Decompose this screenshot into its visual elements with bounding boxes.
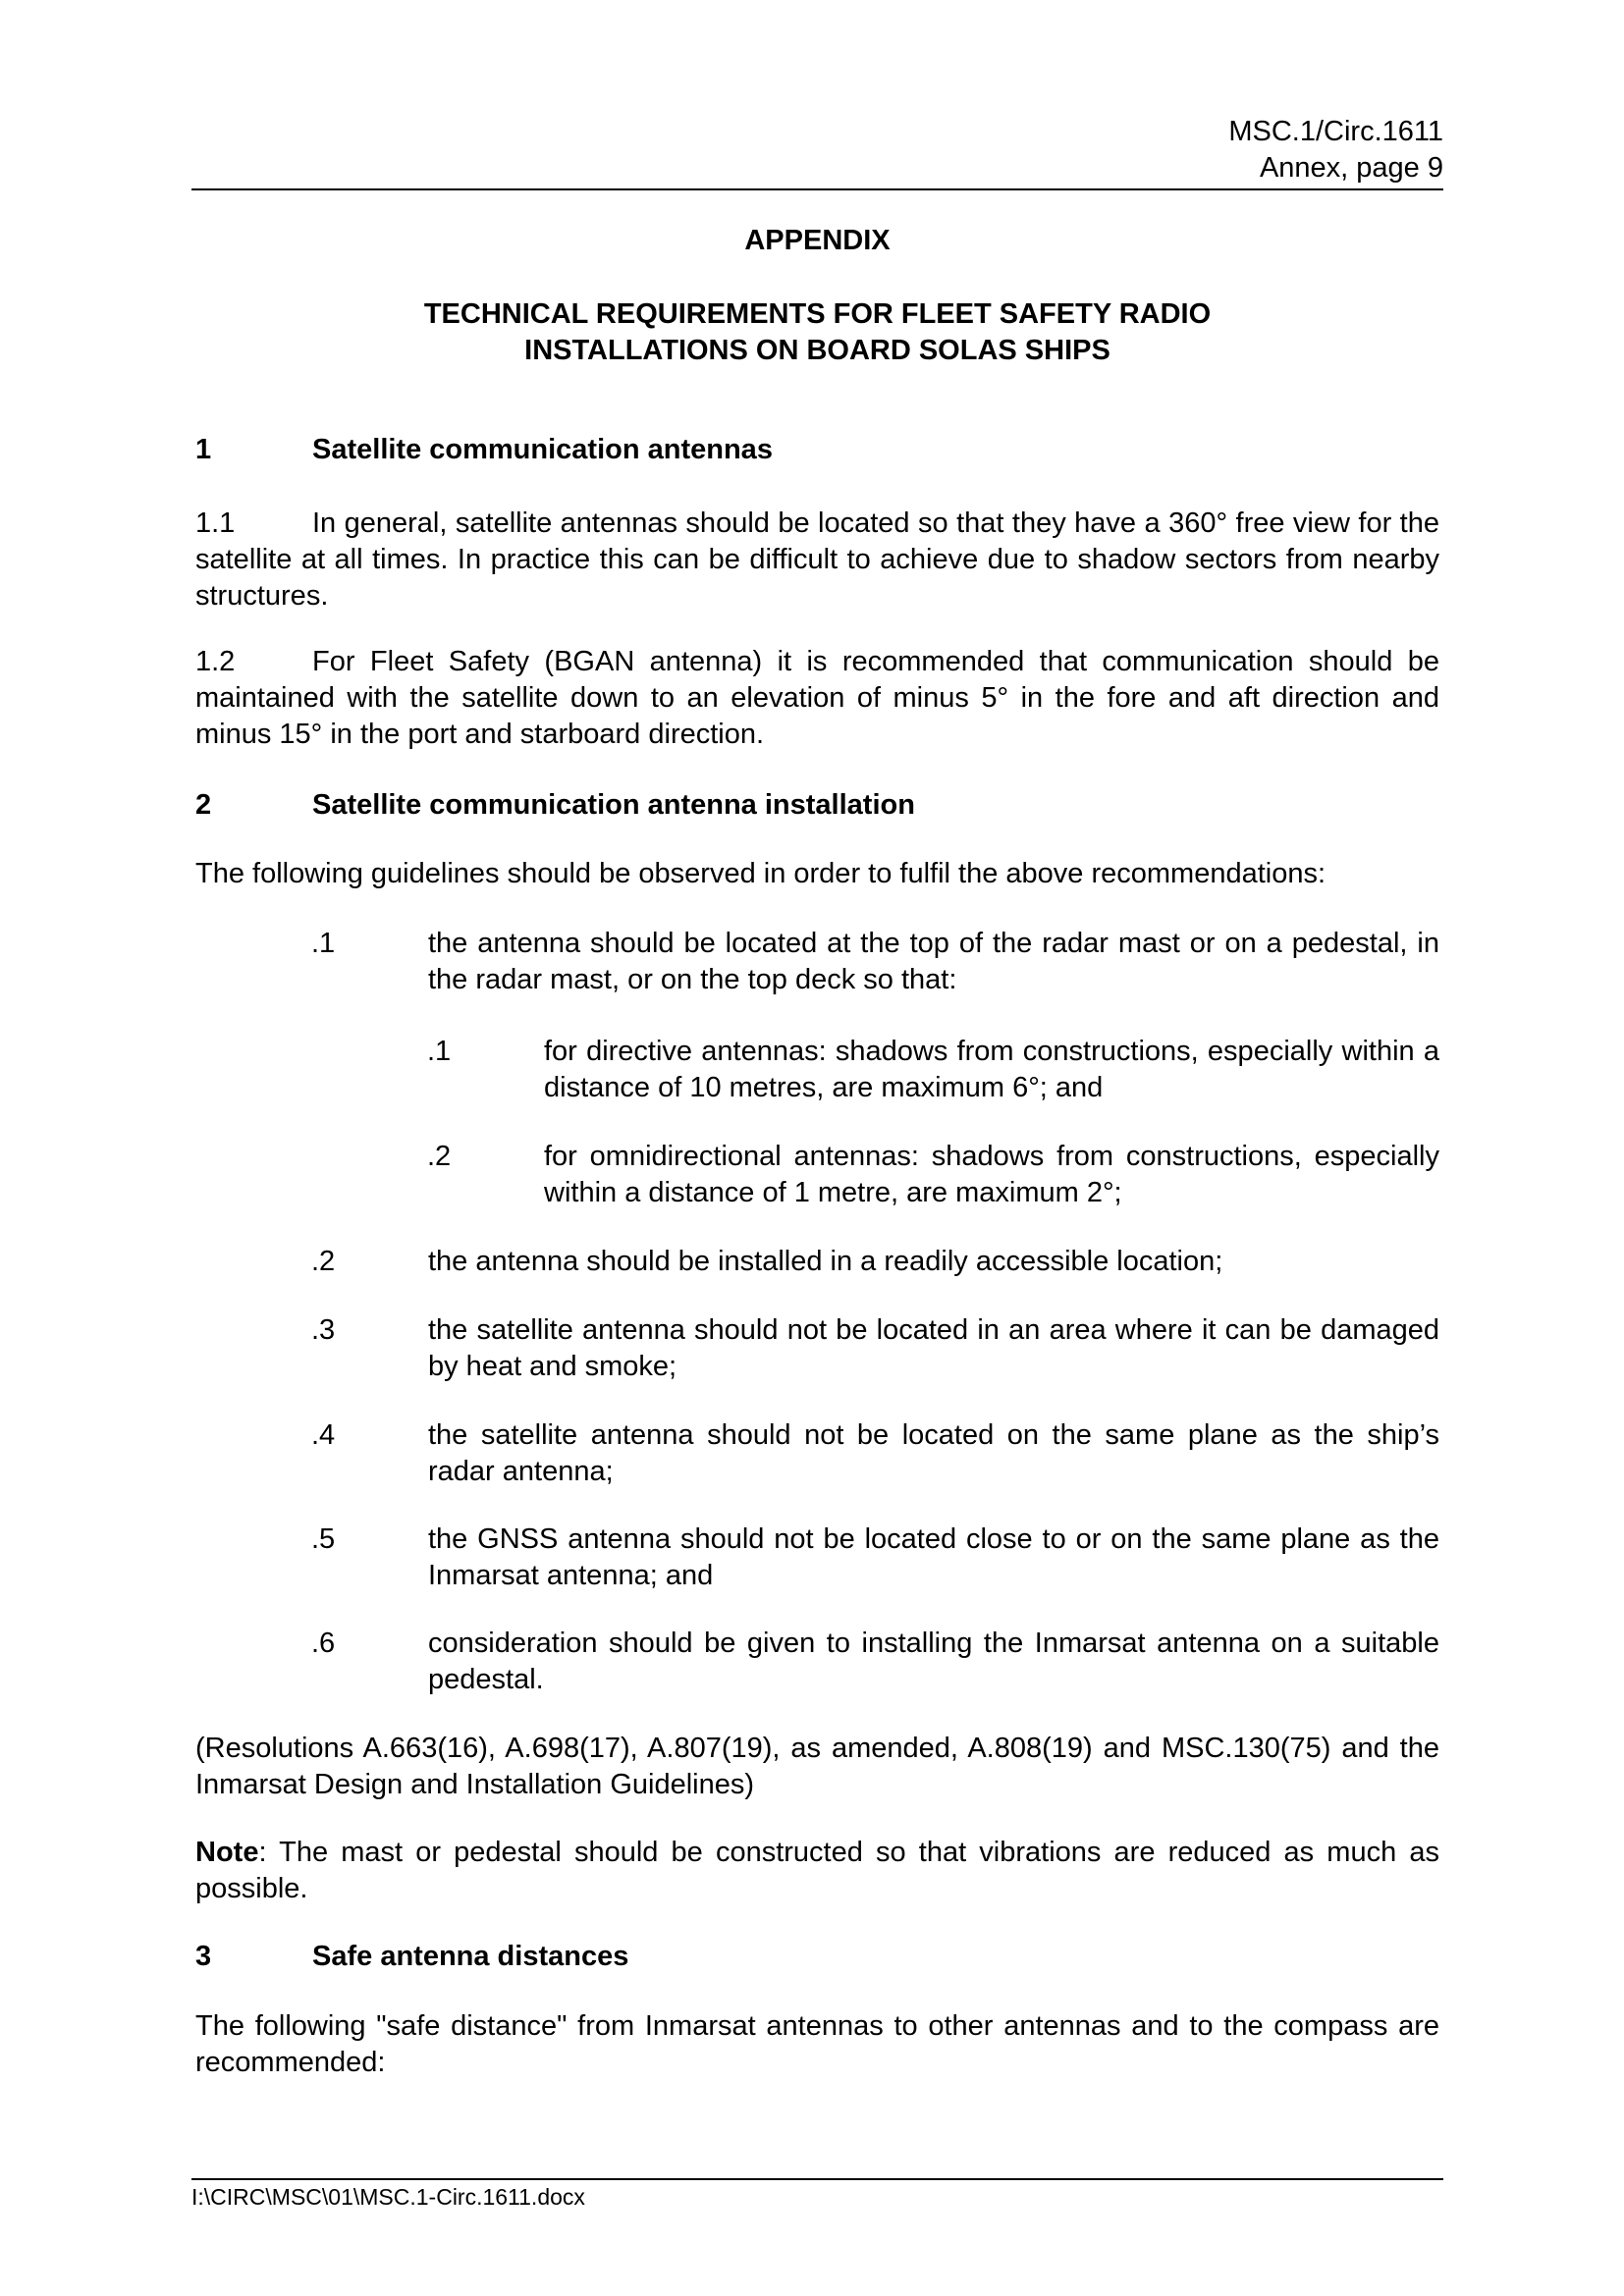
appendix-title: APPENDIX [744,225,891,256]
list-item-text: the GNSS antenna should not be located close to or on the same plane as the Inmarsat antenna; and [428,1523,1439,1591]
main-title-line-2: INSTALLATIONS ON BOARD SOLAS SHIPS [524,335,1110,366]
paragraph-number: 1.2 [195,646,236,677]
list-item-number: .1 [311,928,336,959]
sub-item-text: for omnidirectional antennas: shadows from constructions, especially within a distance of 1 metre, are maximum 2°; [544,1141,1439,1208]
note-label: Note [195,1837,259,1868]
main-title [191,296,1443,369]
sub-item-number: .1 [427,1036,452,1067]
main-title-line-1: TECHNICAL REQUIREMENTS FOR FLEET SAFETY RADIO [423,298,1212,330]
list-item-number: .4 [311,1419,336,1451]
section-2-intro: The following guidelines should be observed in order to fulfil the above recommendations: [195,858,1326,889]
section-title: Safe antenna distances [312,1941,629,1972]
list-item-number: .2 [311,1246,336,1277]
list-item-text: consideration should be given to installing the Inmarsat antenna on a suitable pedestal. [428,1628,1439,1695]
sub-item-text: for directive antennas: shadows from constructions, especially within a distance of 10 metres, are maximum 6°; and [544,1036,1439,1103]
list-item-text: the antenna should be installed in a readily accessible location; [428,1246,1223,1277]
section-3-intro: The following "safe distance" from Inmarsat antennas to other antennas and to the compass are recommended: [195,2010,1439,2078]
page-reference: Annex, page 9 [1259,152,1443,184]
note-paragraph [195,1835,1439,1907]
section-title: Satellite communication antennas [312,434,773,465]
note-text: : The mast or pedestal should be constructed so that vibrations are reduced as much as possible. [195,1837,1439,1904]
running-header [191,114,1443,187]
sub-item-number: .2 [427,1141,452,1172]
header-rule [191,188,1443,190]
list-item-text: the satellite antenna should not be located in an area where it can be damaged by heat and smoke; [428,1314,1439,1382]
paragraph-number: 1.1 [195,507,236,539]
resolutions-reference: (Resolutions A.663(16), A.698(17), A.807(19), as amended, A.808(19) and MSC.130(75) and the Inmarsat Design and Installation Guidelines) [195,1733,1439,1800]
list-item-text: the antenna should be located at the top of the radar mast or on a pedestal, in the radar mast, or on the top deck so that: [428,928,1439,995]
paragraph-1-2 [195,644,1439,753]
footer-file-path: I:\CIRC\MSC\01\MSC.1-Circ.1611.docx [191,2184,585,2210]
list-item-text: the satellite antenna should not be located on the same plane as the ship’s radar antenna; [428,1419,1439,1487]
document-reference: MSC.1/Circ.1611 [1228,116,1443,147]
paragraph-1-1 [195,506,1439,614]
paragraph-text: For Fleet Safety (BGAN antenna) it is recommended that communication should be maintained with the satellite down to an elevation of minus 5° in the fore and aft direction and minus 15° in the port and starboard direction. [195,646,1439,750]
section-number: 1 [195,434,212,465]
section-title: Satellite communication antenna installation [312,789,915,821]
footer-rule [191,2178,1443,2180]
list-item-number: .3 [311,1314,336,1346]
section-number: 2 [195,789,212,821]
list-item-number: .5 [311,1523,336,1555]
section-number: 3 [195,1941,212,1972]
paragraph-text: In general, satellite antennas should be located so that they have a 360° free view for the satellite at all times. In practice this can be difficult to achieve due to shadow sectors from nearby structures. [195,507,1439,612]
list-item-number: .6 [311,1628,336,1659]
